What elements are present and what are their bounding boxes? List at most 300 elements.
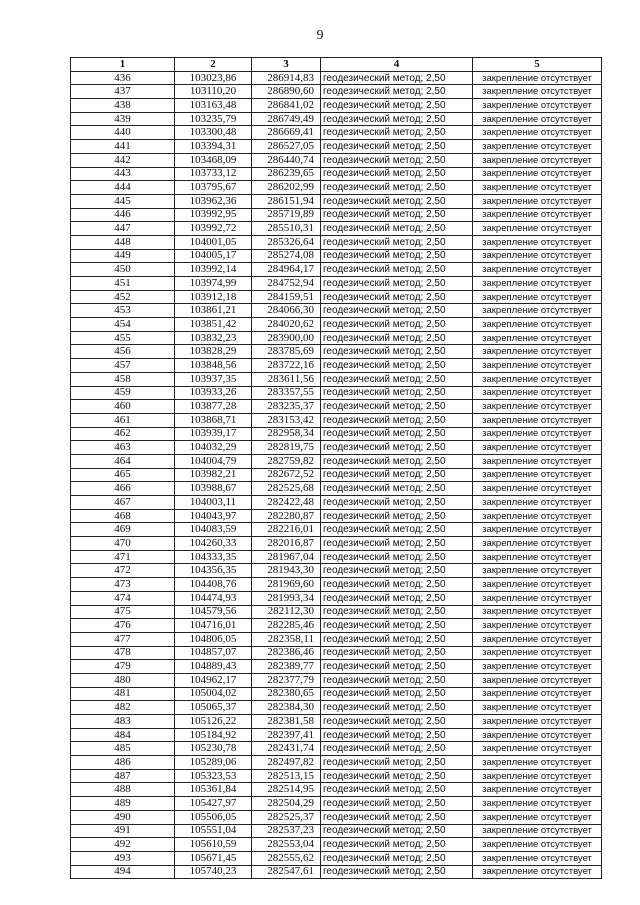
method-cell: геодезический метод; 2,50	[321, 482, 473, 496]
fixing-cell: закрепление отсутствует	[473, 249, 602, 263]
table-row	[71, 318, 602, 332]
x-coordinate-cell: 104260,33	[175, 537, 252, 551]
point-number-cell: 486	[71, 756, 175, 770]
table-row	[71, 783, 602, 797]
method-cell: геодезический метод; 2,50	[321, 769, 473, 783]
method-cell: геодезический метод; 2,50	[321, 318, 473, 332]
x-coordinate-cell: 104043,97	[175, 509, 252, 523]
table-row	[71, 400, 602, 414]
fixing-cell: закрепление отсутствует	[473, 797, 602, 811]
method-cell: геодезический метод; 2,50	[321, 687, 473, 701]
method-cell: геодезический метод; 2,50	[321, 838, 473, 852]
table-row	[71, 290, 602, 304]
method-cell: геодезический метод; 2,50	[321, 181, 473, 195]
fixing-cell: закрепление отсутствует	[473, 153, 602, 167]
method-cell: геодезический метод; 2,50	[321, 824, 473, 838]
fixing-cell: закрепление отсутствует	[473, 400, 602, 414]
y-coordinate-cell: 282555,62	[252, 851, 321, 865]
point-number-cell: 456	[71, 345, 175, 359]
fixing-cell: закрепление отсутствует	[473, 660, 602, 674]
point-number-cell: 445	[71, 194, 175, 208]
y-coordinate-cell: 283235,37	[252, 400, 321, 414]
x-coordinate-cell: 103300,48	[175, 126, 252, 140]
table-row	[71, 277, 602, 291]
y-coordinate-cell: 282386,46	[252, 646, 321, 660]
method-cell: геодезический метод; 2,50	[321, 85, 473, 99]
method-cell: геодезический метод; 2,50	[321, 112, 473, 126]
method-cell: геодезический метод; 2,50	[321, 249, 473, 263]
table-row	[71, 468, 602, 482]
column-header-5: 5	[473, 58, 602, 72]
x-coordinate-cell: 105126,22	[175, 715, 252, 729]
method-cell: геодезический метод; 2,50	[321, 468, 473, 482]
y-coordinate-cell: 286239,65	[252, 167, 321, 181]
point-number-cell: 482	[71, 701, 175, 715]
y-coordinate-cell: 282384,30	[252, 701, 321, 715]
point-number-cell: 444	[71, 181, 175, 195]
x-coordinate-cell: 103982,21	[175, 468, 252, 482]
table-body	[71, 71, 602, 879]
point-number-cell: 438	[71, 99, 175, 113]
method-cell: геодезический метод; 2,50	[321, 277, 473, 291]
point-number-cell: 490	[71, 810, 175, 824]
x-coordinate-cell: 105506,05	[175, 810, 252, 824]
fixing-cell: закрепление отсутствует	[473, 715, 602, 729]
method-cell: геодезический метод; 2,50	[321, 427, 473, 441]
table-row	[71, 509, 602, 523]
fixing-cell: закрепление отсутствует	[473, 126, 602, 140]
method-cell: геодезический метод; 2,50	[321, 153, 473, 167]
fixing-cell: закрепление отсутствует	[473, 454, 602, 468]
fixing-cell: закрепление отсутствует	[473, 345, 602, 359]
y-coordinate-cell: 283722,16	[252, 359, 321, 373]
fixing-cell: закрепление отсутствует	[473, 167, 602, 181]
y-coordinate-cell: 285326,64	[252, 235, 321, 249]
method-cell: геодезический метод; 2,50	[321, 304, 473, 318]
point-number-cell: 469	[71, 523, 175, 537]
y-coordinate-cell: 282216,01	[252, 523, 321, 537]
fixing-cell: закрепление отсутствует	[473, 181, 602, 195]
table-row	[71, 304, 602, 318]
table-row	[71, 591, 602, 605]
y-coordinate-cell: 282431,74	[252, 742, 321, 756]
method-cell: геодезический метод; 2,50	[321, 715, 473, 729]
point-number-cell: 447	[71, 222, 175, 236]
point-number-cell: 449	[71, 249, 175, 263]
method-cell: геодезический метод; 2,50	[321, 810, 473, 824]
y-coordinate-cell: 284066,30	[252, 304, 321, 318]
x-coordinate-cell: 104333,35	[175, 550, 252, 564]
point-number-cell: 452	[71, 290, 175, 304]
y-coordinate-cell: 282497,82	[252, 756, 321, 770]
y-coordinate-cell: 282514,95	[252, 783, 321, 797]
method-cell: геодезический метод; 2,50	[321, 591, 473, 605]
fixing-cell: закрепление отсутствует	[473, 742, 602, 756]
x-coordinate-cell: 104032,29	[175, 441, 252, 455]
method-cell: геодезический метод; 2,50	[321, 454, 473, 468]
method-cell: геодезический метод; 2,50	[321, 386, 473, 400]
x-coordinate-cell: 104889,43	[175, 660, 252, 674]
table-row	[71, 728, 602, 742]
y-coordinate-cell: 285274,08	[252, 249, 321, 263]
x-coordinate-cell: 103939,17	[175, 427, 252, 441]
y-coordinate-cell: 284020,62	[252, 318, 321, 332]
point-number-cell: 442	[71, 153, 175, 167]
table-row	[71, 167, 602, 181]
point-number-cell: 446	[71, 208, 175, 222]
point-number-cell: 455	[71, 331, 175, 345]
point-number-cell: 453	[71, 304, 175, 318]
page-number: 9	[316, 28, 324, 43]
fixing-cell: закрепление отсутствует	[473, 304, 602, 318]
table-row	[71, 578, 602, 592]
method-cell: геодезический метод; 2,50	[321, 619, 473, 633]
y-coordinate-cell: 286841,02	[252, 99, 321, 113]
y-coordinate-cell: 282672,52	[252, 468, 321, 482]
y-coordinate-cell: 283785,69	[252, 345, 321, 359]
table-row	[71, 194, 602, 208]
method-cell: геодезический метод; 2,50	[321, 263, 473, 277]
y-coordinate-cell: 282016,87	[252, 537, 321, 551]
point-number-cell: 481	[71, 687, 175, 701]
point-number-cell: 464	[71, 454, 175, 468]
x-coordinate-cell: 103877,28	[175, 400, 252, 414]
x-coordinate-cell: 103235,79	[175, 112, 252, 126]
point-number-cell: 457	[71, 359, 175, 373]
x-coordinate-cell: 103795,67	[175, 181, 252, 195]
y-coordinate-cell: 281993,34	[252, 591, 321, 605]
fixing-cell: закрепление отсутствует	[473, 482, 602, 496]
method-cell: геодезический метод; 2,50	[321, 756, 473, 770]
x-coordinate-cell: 103937,35	[175, 372, 252, 386]
table-row	[71, 742, 602, 756]
table-row	[71, 523, 602, 537]
point-number-cell: 489	[71, 797, 175, 811]
point-number-cell: 448	[71, 235, 175, 249]
method-cell: геодезический метод; 2,50	[321, 372, 473, 386]
coordinates-table	[70, 57, 602, 879]
y-coordinate-cell: 286890,60	[252, 85, 321, 99]
method-cell: геодезический метод; 2,50	[321, 71, 473, 85]
table-row	[71, 208, 602, 222]
x-coordinate-cell: 103992,14	[175, 263, 252, 277]
method-cell: геодезический метод; 2,50	[321, 646, 473, 660]
method-cell: геодезический метод; 2,50	[321, 99, 473, 113]
y-coordinate-cell: 282504,29	[252, 797, 321, 811]
x-coordinate-cell: 104003,11	[175, 496, 252, 510]
table-row	[71, 413, 602, 427]
point-number-cell: 443	[71, 167, 175, 181]
method-cell: геодезический метод; 2,50	[321, 673, 473, 687]
y-coordinate-cell: 285510,31	[252, 222, 321, 236]
point-number-cell: 471	[71, 550, 175, 564]
method-cell: геодезический метод; 2,50	[321, 865, 473, 879]
method-cell: геодезический метод; 2,50	[321, 701, 473, 715]
point-number-cell: 493	[71, 851, 175, 865]
point-number-cell: 477	[71, 632, 175, 646]
fixing-cell: закрепление отсутствует	[473, 591, 602, 605]
point-number-cell: 467	[71, 496, 175, 510]
x-coordinate-cell: 105361,84	[175, 783, 252, 797]
fixing-cell: закрепление отсутствует	[473, 235, 602, 249]
table-row	[71, 441, 602, 455]
y-coordinate-cell: 282759,82	[252, 454, 321, 468]
y-coordinate-cell: 286202,99	[252, 181, 321, 195]
method-cell: геодезический метод; 2,50	[321, 222, 473, 236]
y-coordinate-cell: 282553,04	[252, 838, 321, 852]
point-number-cell: 465	[71, 468, 175, 482]
method-cell: геодезический метод; 2,50	[321, 797, 473, 811]
x-coordinate-cell: 105230,78	[175, 742, 252, 756]
column-header-1: 1	[71, 58, 175, 72]
y-coordinate-cell: 282547,61	[252, 865, 321, 879]
x-coordinate-cell: 103832,23	[175, 331, 252, 345]
method-cell: геодезический метод; 2,50	[321, 400, 473, 414]
method-cell: геодезический метод; 2,50	[321, 578, 473, 592]
column-header-2: 2	[175, 58, 252, 72]
fixing-cell: закрепление отсутствует	[473, 550, 602, 564]
method-cell: геодезический метод; 2,50	[321, 851, 473, 865]
fixing-cell: закрепление отсутствует	[473, 824, 602, 838]
fixing-cell: закрепление отсутствует	[473, 413, 602, 427]
table-row	[71, 153, 602, 167]
table-row	[71, 756, 602, 770]
method-cell: геодезический метод; 2,50	[321, 537, 473, 551]
table-row	[71, 249, 602, 263]
fixing-cell: закрепление отсутствует	[473, 194, 602, 208]
fixing-cell: закрепление отсутствует	[473, 441, 602, 455]
method-cell: геодезический метод; 2,50	[321, 194, 473, 208]
y-coordinate-cell: 282377,79	[252, 673, 321, 687]
table-row	[71, 112, 602, 126]
point-number-cell: 494	[71, 865, 175, 879]
point-number-cell: 484	[71, 728, 175, 742]
point-number-cell: 488	[71, 783, 175, 797]
y-coordinate-cell: 282397,41	[252, 728, 321, 742]
x-coordinate-cell: 103974,99	[175, 277, 252, 291]
y-coordinate-cell: 281943,30	[252, 564, 321, 578]
fixing-cell: закрепление отсутствует	[473, 290, 602, 304]
fixing-cell: закрепление отсутствует	[473, 728, 602, 742]
table-row	[71, 564, 602, 578]
point-number-cell: 450	[71, 263, 175, 277]
table-row	[71, 359, 602, 373]
point-number-cell: 479	[71, 660, 175, 674]
y-coordinate-cell: 282819,75	[252, 441, 321, 455]
x-coordinate-cell: 103962,36	[175, 194, 252, 208]
fixing-cell: закрепление отсутствует	[473, 222, 602, 236]
x-coordinate-cell: 104857,07	[175, 646, 252, 660]
y-coordinate-cell: 286440,74	[252, 153, 321, 167]
y-coordinate-cell: 285719,89	[252, 208, 321, 222]
point-number-cell: 436	[71, 71, 175, 85]
fixing-cell: закрепление отсутствует	[473, 838, 602, 852]
point-number-cell: 437	[71, 85, 175, 99]
column-header-4: 4	[321, 58, 473, 72]
point-number-cell: 473	[71, 578, 175, 592]
table-row	[71, 386, 602, 400]
method-cell: геодезический метод; 2,50	[321, 564, 473, 578]
table-row	[71, 372, 602, 386]
table-row	[71, 632, 602, 646]
method-cell: геодезический метод; 2,50	[321, 140, 473, 154]
table-row	[71, 810, 602, 824]
fixing-cell: закрепление отсутствует	[473, 865, 602, 879]
fixing-cell: закрепление отсутствует	[473, 509, 602, 523]
table-row	[71, 454, 602, 468]
table-row	[71, 126, 602, 140]
fixing-cell: закрепление отсутствует	[473, 851, 602, 865]
table-row	[71, 537, 602, 551]
point-number-cell: 492	[71, 838, 175, 852]
point-number-cell: 472	[71, 564, 175, 578]
table-row	[71, 482, 602, 496]
fixing-cell: закрепление отсутствует	[473, 701, 602, 715]
table-row	[71, 769, 602, 783]
fixing-cell: закрепление отсутствует	[473, 277, 602, 291]
point-number-cell: 466	[71, 482, 175, 496]
x-coordinate-cell: 105610,59	[175, 838, 252, 852]
y-coordinate-cell: 282112,30	[252, 605, 321, 619]
y-coordinate-cell: 283611,56	[252, 372, 321, 386]
fixing-cell: закрепление отсутствует	[473, 112, 602, 126]
x-coordinate-cell: 103828,29	[175, 345, 252, 359]
x-coordinate-cell: 103468,09	[175, 153, 252, 167]
y-coordinate-cell: 284964,17	[252, 263, 321, 277]
x-coordinate-cell: 103851,42	[175, 318, 252, 332]
table-row	[71, 85, 602, 99]
table-row	[71, 99, 602, 113]
fixing-cell: закрепление отсутствует	[473, 140, 602, 154]
fixing-cell: закрепление отсутствует	[473, 687, 602, 701]
y-coordinate-cell: 282513,15	[252, 769, 321, 783]
fixing-cell: закрепление отсутствует	[473, 537, 602, 551]
fixing-cell: закрепление отсутствует	[473, 71, 602, 85]
method-cell: геодезический метод; 2,50	[321, 550, 473, 564]
x-coordinate-cell: 103868,71	[175, 413, 252, 427]
x-coordinate-cell: 103394,31	[175, 140, 252, 154]
x-coordinate-cell: 104716,01	[175, 619, 252, 633]
table-row	[71, 851, 602, 865]
x-coordinate-cell: 105323,53	[175, 769, 252, 783]
point-number-cell: 441	[71, 140, 175, 154]
x-coordinate-cell: 104408,76	[175, 578, 252, 592]
fixing-cell: закрепление отсутствует	[473, 632, 602, 646]
column-header-3: 3	[252, 58, 321, 72]
point-number-cell: 474	[71, 591, 175, 605]
y-coordinate-cell: 284752,94	[252, 277, 321, 291]
point-number-cell: 459	[71, 386, 175, 400]
y-coordinate-cell: 282525,68	[252, 482, 321, 496]
fixing-cell: закрепление отсутствует	[473, 496, 602, 510]
table-row	[71, 71, 602, 85]
fixing-cell: закрепление отсутствует	[473, 783, 602, 797]
fixing-cell: закрепление отсутствует	[473, 769, 602, 783]
method-cell: геодезический метод; 2,50	[321, 359, 473, 373]
x-coordinate-cell: 105740,23	[175, 865, 252, 879]
method-cell: геодезический метод; 2,50	[321, 331, 473, 345]
fixing-cell: закрепление отсутствует	[473, 427, 602, 441]
table-header-row	[71, 58, 602, 72]
y-coordinate-cell: 282380,65	[252, 687, 321, 701]
point-number-cell: 491	[71, 824, 175, 838]
y-coordinate-cell: 282280,87	[252, 509, 321, 523]
y-coordinate-cell: 282285,46	[252, 619, 321, 633]
point-number-cell: 487	[71, 769, 175, 783]
x-coordinate-cell: 105065,37	[175, 701, 252, 715]
y-coordinate-cell: 284159,51	[252, 290, 321, 304]
y-coordinate-cell: 283900,00	[252, 331, 321, 345]
method-cell: геодезический метод; 2,50	[321, 345, 473, 359]
fixing-cell: закрепление отсутствует	[473, 619, 602, 633]
y-coordinate-cell: 282525,37	[252, 810, 321, 824]
y-coordinate-cell: 282958,34	[252, 427, 321, 441]
table-row	[71, 181, 602, 195]
x-coordinate-cell: 104962,17	[175, 673, 252, 687]
y-coordinate-cell: 286669,41	[252, 126, 321, 140]
x-coordinate-cell: 103992,72	[175, 222, 252, 236]
fixing-cell: закрепление отсутствует	[473, 372, 602, 386]
method-cell: геодезический метод; 2,50	[321, 441, 473, 455]
method-cell: геодезический метод; 2,50	[321, 605, 473, 619]
fixing-cell: закрепление отсутствует	[473, 331, 602, 345]
y-coordinate-cell: 286151,94	[252, 194, 321, 208]
point-number-cell: 440	[71, 126, 175, 140]
x-coordinate-cell: 103110,20	[175, 85, 252, 99]
method-cell: геодезический метод; 2,50	[321, 126, 473, 140]
table-row	[71, 263, 602, 277]
table-row	[71, 619, 602, 633]
y-coordinate-cell: 286749,49	[252, 112, 321, 126]
point-number-cell: 478	[71, 646, 175, 660]
method-cell: геодезический метод; 2,50	[321, 413, 473, 427]
point-number-cell: 475	[71, 605, 175, 619]
x-coordinate-cell: 105289,06	[175, 756, 252, 770]
x-coordinate-cell: 103988,67	[175, 482, 252, 496]
x-coordinate-cell: 103848,56	[175, 359, 252, 373]
y-coordinate-cell: 286914,83	[252, 71, 321, 85]
point-number-cell: 463	[71, 441, 175, 455]
point-number-cell: 483	[71, 715, 175, 729]
y-coordinate-cell: 282381,58	[252, 715, 321, 729]
point-number-cell: 462	[71, 427, 175, 441]
table-row	[71, 797, 602, 811]
x-coordinate-cell: 103861,21	[175, 304, 252, 318]
method-cell: геодезический метод; 2,50	[321, 783, 473, 797]
table-row	[71, 550, 602, 564]
table-row	[71, 687, 602, 701]
fixing-cell: закрепление отсутствует	[473, 810, 602, 824]
fixing-cell: закрепление отсутствует	[473, 318, 602, 332]
method-cell: геодезический метод; 2,50	[321, 290, 473, 304]
table-row	[71, 331, 602, 345]
y-coordinate-cell: 281969,60	[252, 578, 321, 592]
table-row	[71, 660, 602, 674]
x-coordinate-cell: 103733,12	[175, 167, 252, 181]
fixing-cell: закрепление отсутствует	[473, 359, 602, 373]
y-coordinate-cell: 282537,23	[252, 824, 321, 838]
x-coordinate-cell: 105427,97	[175, 797, 252, 811]
x-coordinate-cell: 105671,45	[175, 851, 252, 865]
point-number-cell: 476	[71, 619, 175, 633]
x-coordinate-cell: 104474,93	[175, 591, 252, 605]
method-cell: геодезический метод; 2,50	[321, 496, 473, 510]
method-cell: геодезический метод; 2,50	[321, 167, 473, 181]
fixing-cell: закрепление отсутствует	[473, 578, 602, 592]
x-coordinate-cell: 105551,04	[175, 824, 252, 838]
x-coordinate-cell: 103163,48	[175, 99, 252, 113]
point-number-cell: 461	[71, 413, 175, 427]
